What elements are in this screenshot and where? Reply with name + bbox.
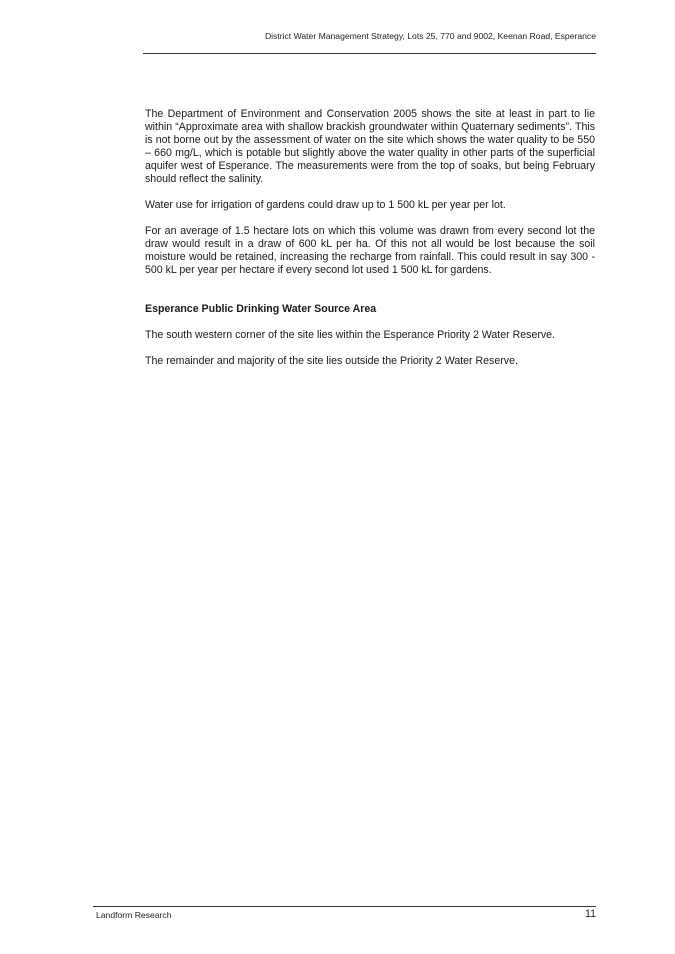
paragraph: The Department of Environment and Conservation 2005 shows the site at least in part to lie within “Approximate area with shallow brackish groundwater within Quaternary sediments”. This is not borne out by the assessment of water on the site which shows the water quality to be 550 – 660 mg/L, which is potable but slightly above the water quality in other parts of the superficial aquifer west of Esperance. The measurements were from the top of soaks, but being February should reflect the salinity. [145,108,595,185]
paragraph: The remainder and majority of the site lies outside the Priority 2 Water Reserve. [145,355,518,367]
running-header: District Water Management Strategy, Lots 25, 770 and 9002, Keenan Road, Esperance [264,31,596,41]
footer-rule [93,906,596,907]
section-heading: Esperance Public Drinking Water Source Area [145,303,377,315]
page-body [145,108,595,381]
paragraph: Water use for irrigation of gardens could draw up to 1 500 kL per year per lot. [145,199,506,211]
paragraph: For an average of 1.5 hectare lots on which this volume was drawn from every second lot the draw would result in a draw of 600 kL per ha. Of this not all would be lost because the soil moisture would be retained, increasing the recharge from rainfall. This could result in say 300 - 500 kL per year per hectare if every second lot used 1 500 kL for gardens. [145,225,595,276]
paragraph: The south western corner of the site lies within the Esperance Priority 2 Water Reserve. [145,329,556,341]
page-number: 11 [585,908,596,920]
footer-organisation: Landform Research [96,910,172,920]
header-rule [143,53,596,54]
